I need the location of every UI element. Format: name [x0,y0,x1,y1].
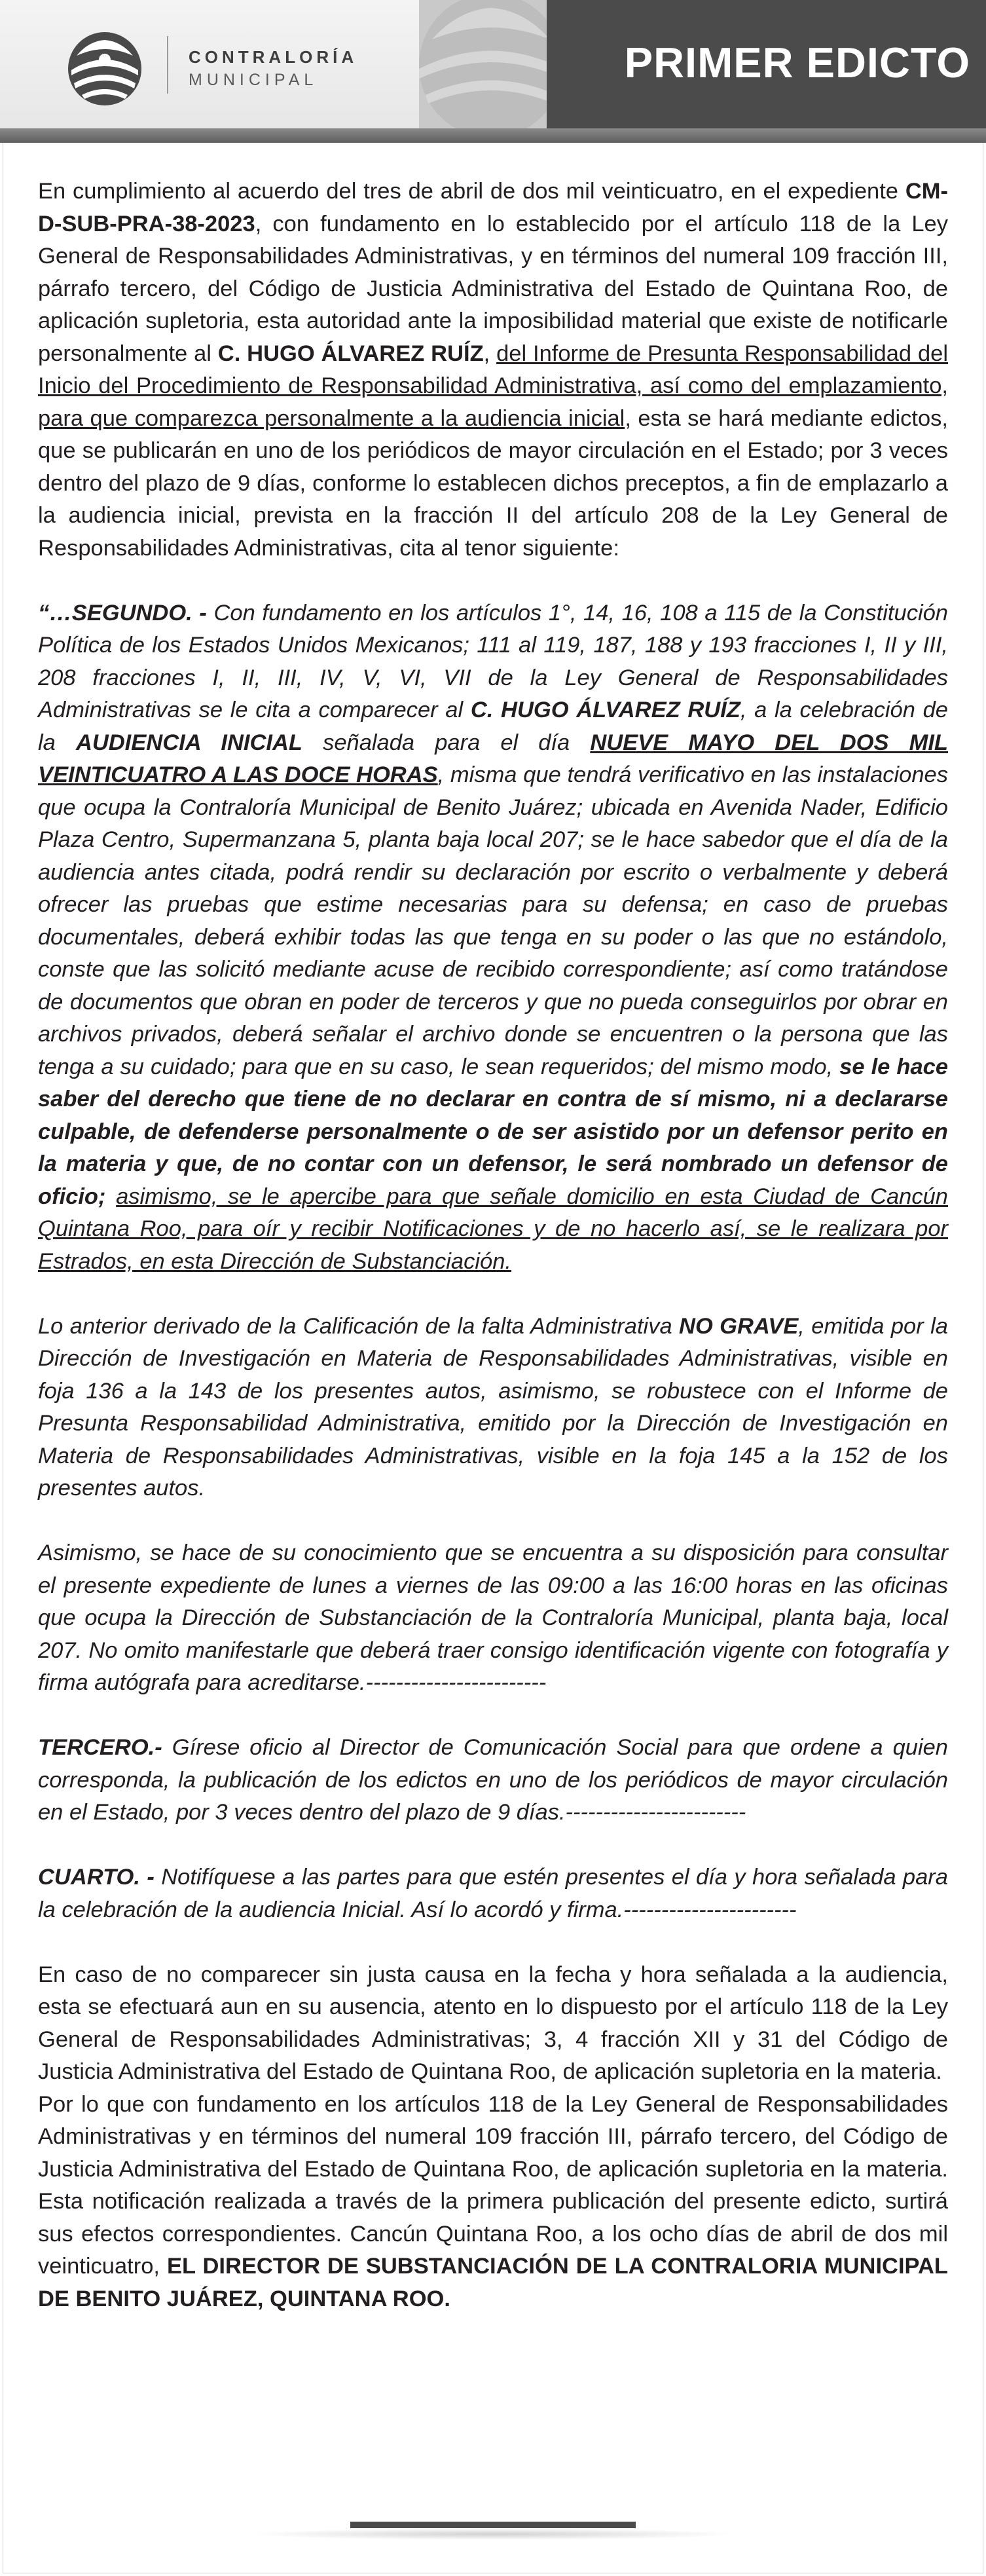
watermark-emblem-icon [419,0,547,128]
text: Por lo que con fundamento en los artículos 118 de la Ley General de Responsabilidades Administrativas y en términos del numeral 109 fracción III, párrafo tercero, del Código de Justicia Administrativa del Estado de Quintana Roo, de aplicación supletoria en la materia. Esta notificación realizada a través de la primera publicación del presente edicto, surtirá sus efectos correspondientes. Cancún Quintana Roo, a los ocho días de abril de dos mil veinticuatro, [38,2091,948,2279]
severity-label: NO GRAVE [679,1313,799,1339]
footer-shadow [249,2528,737,2540]
text: Lo anterior derivado de la Calificación de la falta Administrativa [38,1313,680,1339]
paragraph-intro [38,176,948,565]
paragraph-fundamento [38,2089,948,2316]
paragraph-segundo [38,597,948,1279]
edict-title: PRIMER EDICTO [624,39,970,86]
underlined-text: asimismo, se le apercibe para que señale domicilio en esta Ciudad de Cancún Quintana Roo, para oír y recibir Notificaciones y de no hacerlo así, se le realizara por Estrados, en esta Dirección de Substanciación. [38,1184,948,1274]
logo-divider [167,36,168,94]
paragraph-consulta [38,1537,948,1700]
tercero-label: TERCERO.- [38,1735,162,1760]
footer-bar [350,2522,636,2528]
text: En caso de no comparecer sin justa causa en la fecha y hora señalada a la audiencia, esta se efectuará aun en su ausencia, atento en lo dispuesto por el artículo 118 de la Ley General de Responsabilidades Administrativas; 3, 4 fracción XII y 31 del Código de Justicia Administrativa del Estado de Quintana Roo, de aplicación supletoria en la materia. [38,1962,948,2084]
rights-notice: se le hace saber del derecho que tiene de no declarar en contra de sí mismo, ni a declararse culpable, de defenderse personalmente o de ser asistido por un defensor perito en la materia y que, de no contar con un defensor, le será nombrado un defensor de oficio; [38,1054,949,1209]
text: Con fundamento en los artículos 1°, 14, 16, 108 a 115 de la Constitución Política de los Estados Unidos Mexicanos; 111 al 119, 187, 188 y 193 fracciones I, II y III, 208 fracciones I, II, III, IV, V, VI, VII de la Ley General de Responsabilidades Administrativas se le cita a comparecer al [38,600,948,722]
signatory: EL DIRECTOR DE SUBSTANCIACIÓN DE LA CONTRALORIA MUNICIPAL DE BENITO JUÁREZ, QUINTANA ROO. [38,2254,948,2311]
underlined-text: del Informe de Presunta Responsabilidad del Inicio del Procedimiento de Responsabilidad Administrativa, así como del emplazamiento, para que comparezca personalmente a la audiencia inicial, [38,341,948,431]
org-subtitle: MUNICIPAL [189,71,318,89]
hearing-date: NUEVE MAYO DEL DOS MIL VEINTICUATRO A LAS DOCE HORAS [38,730,949,787]
header-rule [0,128,986,143]
paragraph-tercero [38,1732,948,1829]
segundo-label: “…SEGUNDO. - [38,600,214,625]
text: , a la celebración de la [38,698,948,755]
text: Notifíquese a las partes para que estén presentes el día y hora señalada para la celebración de la audiencia Inicial. Así lo acordó y firma.----------------------- [38,1865,948,1922]
text: esta se hará mediante edictos, que se publicarán en uno de los periódicos de mayor circulación en el Estado; por 3 veces dentro del plazo de 9 días, conforme lo establecen dichos preceptos, a fin de emplazarlo a la audiencia inicial, prevista en la fracción II del artículo 208 de la Ley General de Responsabilidades Administrativas, cita al tenor siguiente: [38,405,948,561]
text: , emitida por la Dirección de Investigación en Materia de Responsabilidades Administrativas, visible en foja 136 a la 143 de los presentes autos, asimismo, se robustece con el Informe de Presunta Responsabilidad Administrativa, emitido por la Dirección de Investigación en Materia de Responsabilidades Administrativas, visible en la foja 145 a la 152 de los presentes autos. [38,1313,948,1501]
paragraph-calificacion [38,1311,948,1505]
watermark-emblem [419,0,547,128]
text: , misma que tendrá verificativo en las instalaciones que ocupa la Contraloría Municipal de Benito Juárez; ubicada en Avenida Nader, Edificio Plaza Centro, Supermanzana 5, planta baja local 207; se le hace sabedor que el día de la audiencia antes citada, podrá rendir su declaración por escrito o verbalmente y deberá ofrecer las pruebas que estime necesarias para su defensa; en caso de pruebas documentales, deberá exhibir todas las que tenga en su poder o las que no estándolo, conste que las solicitó mediante acuse de recibido correspondiente; así como tratándose de documentos que obran en poder de terceros y que no pueda conseguirlos por obrar en archivos privados, deberá señalar el archivo donde se encuentren o la persona que las tenga a su cuidado; para que en su caso, le sean requeridos; del mismo modo, [38,762,948,1079]
header [0,0,986,128]
person-name: C. HUGO ÁLVAREZ RUÍZ [217,341,484,366]
text: señalada para el día [302,730,591,755]
edict-body [38,176,948,2315]
text [105,1184,116,1209]
logo-panel [0,0,419,128]
hearing-label: AUDIENCIA INICIAL [75,730,302,755]
cuarto-label: CUARTO. - [38,1865,155,1890]
text: En cumplimiento al acuerdo del tres de abril de dos mil veinticuatro, en el expediente [38,179,905,204]
paragraph-no-comparecer [38,1959,948,2089]
case-number: CM-D-SUB-PRA-38-2023 [38,179,948,236]
text: , con fundamento en lo establecido por el artículo 118 de la Ley General de Responsabilidades Administrativas, y en términos del numeral 109 fracción III, párrafo tercero, del Código de Justicia Administrativa del Estado de Quintana Roo, de aplicación supletoria, esta autoridad ante la imposibilidad material que existe de notificarle personalmente al [38,211,948,366]
org-name: CONTRALORÍA [189,47,358,67]
text: Gírese oficio al Director de Comunicación Social para que ordene a quien corresponda, la publicación de los edictos en uno de los periódicos de mayor circulación en el Estado, por 3 veces dentro del plazo de 9 días.------------------------ [38,1735,948,1825]
person-name: C. HUGO ÁLVAREZ RUÍZ [470,698,740,722]
text: Asimismo, se hace de su conocimiento que se encuentra a su disposición para consultar el presente expediente de lunes a viernes de las 09:00 a las 16:00 horas en las oficinas que ocupa la Dirección de Substanciación de la Contraloría Municipal, planta baja, local 207. No omito manifestarle que deberá traer consigo identificación vigente con fotografía y firma autógrafa para acreditarse.------------------------ [38,1540,948,1695]
title-panel [547,0,986,128]
paragraph-cuarto [38,1861,948,1926]
text: , [483,341,497,366]
municipal-emblem-icon [62,29,147,108]
